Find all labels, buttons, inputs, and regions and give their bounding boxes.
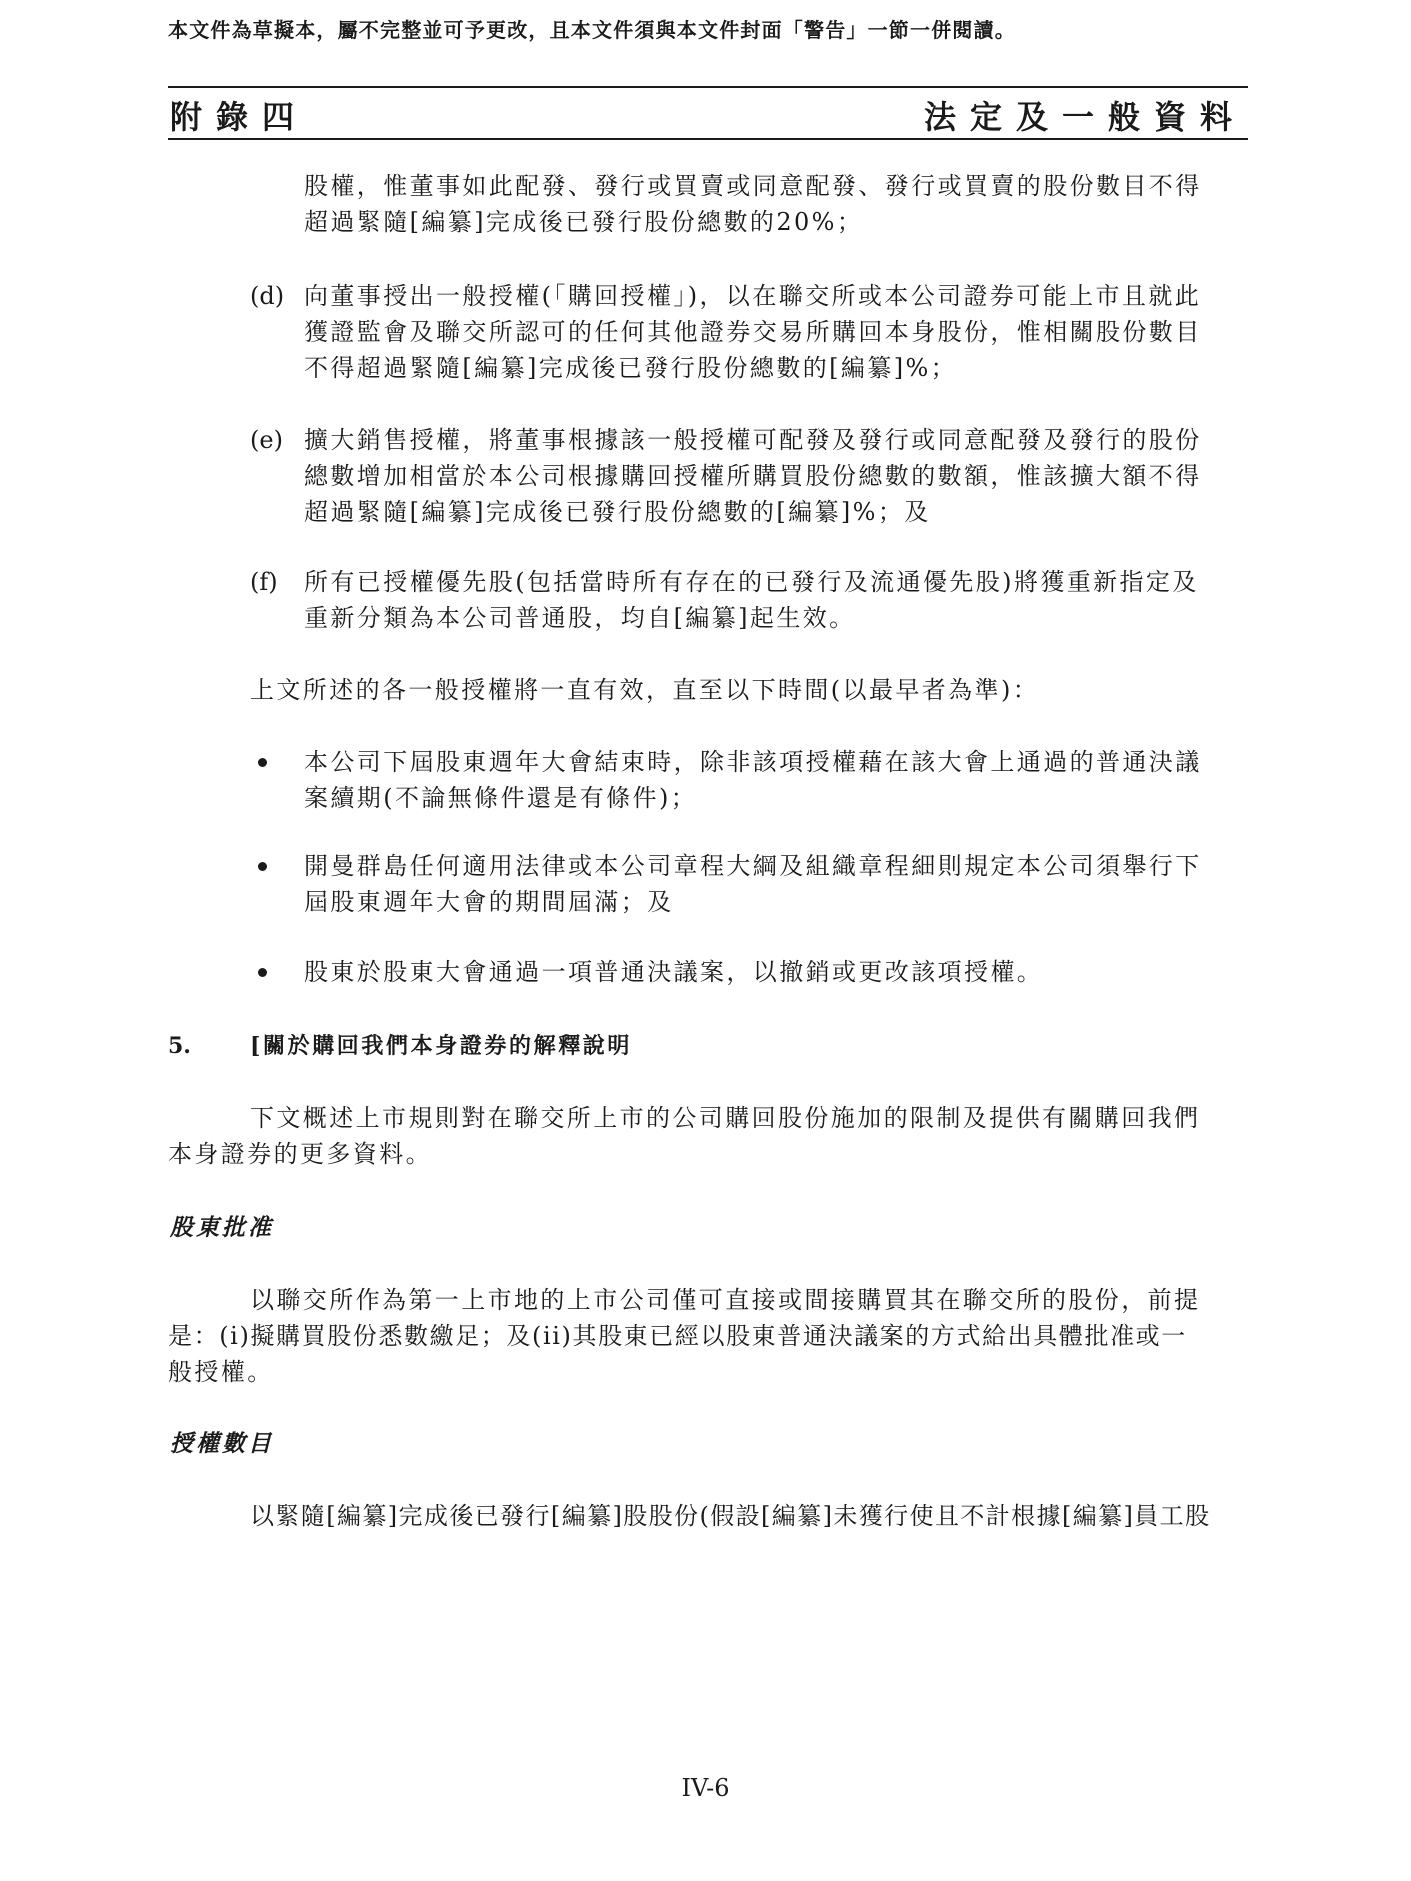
validity-intro: 上文所述的各一般授權將一直有效，直至以下時間(以最早者為準)：: [250, 676, 1040, 704]
item-marker-f: (f): [250, 568, 278, 596]
header-appendix-label: 附錄四: [170, 98, 309, 136]
bullet-1-line: 本公司下屆股東週年大會結束時，除非該項授權藉在該大會上通過的普通決議: [304, 748, 1202, 776]
bullet-dot: [258, 758, 267, 767]
item-marker-d: (d): [250, 282, 285, 310]
subheading-mandate-size: 授權數目: [170, 1430, 274, 1457]
item-e-line: 總數增加相當於本公司根據購回授權所購買股份總數的數額，惟該擴大額不得: [304, 462, 1202, 490]
bullet-1-line: 案續期(不論無條件還是有條件)；: [304, 784, 698, 812]
header-section-title: 法定及一般資料: [923, 98, 1246, 136]
item-e-line: 擴大銷售授權，將董事根據該一般授權可配發及發行或同意配發及發行的股份: [304, 426, 1202, 454]
section-paragraph-line: 本身證券的更多資料。: [168, 1140, 432, 1168]
bullet-dot: [258, 862, 267, 871]
section-title: [關於購回我們本身證券的解釋說明: [250, 1033, 633, 1059]
item-d-line: 不得超過緊隨[編纂]完成後已發行股份總數的[編纂]%；: [304, 354, 958, 382]
approval-paragraph-line: 是：(i)擬購買股份悉數繳足；及(ii)其股東已經以股東普通決議案的方式給出具體批准或一: [168, 1322, 1187, 1350]
page-number: IV-6: [681, 1774, 730, 1802]
item-e-line: 超過緊隨[編纂]完成後已發行股份總數的[編纂]%；及: [304, 498, 931, 526]
draft-disclaimer: 本文件為草擬本，屬不完整並可予更改，且本文件須與本文件封面「警告」一節一併閱讀。: [168, 18, 1016, 42]
header-rule-bottom: [168, 138, 1248, 140]
item-f-line: 重新分類為本公司普通股，均自[編纂]起生效。: [304, 604, 856, 632]
header-rule-top: [168, 86, 1248, 88]
bullet-dot: [258, 968, 267, 977]
bullet-2-line: 屆股東週年大會的期間屆滿；及: [304, 888, 674, 916]
item-marker-e: (e): [250, 426, 283, 454]
section-paragraph-line: 下文概述上市規則對在聯交所上市的公司購回股份施加的限制及提供有關購回我們: [250, 1104, 1201, 1132]
subheading-shareholder-approval: 股東批准: [170, 1214, 274, 1241]
approval-paragraph-line: 以聯交所作為第一上市地的上市公司僅可直接或間接購買其在聯交所的股份，前提: [250, 1286, 1201, 1314]
mandate-paragraph-line: 以緊隨[編纂]完成後已發行[編纂]股股份(假設[編纂]未獲行使且不計根據[編纂]員工股: [250, 1502, 1211, 1530]
continuation-line: 超過緊隨[編纂]完成後已發行股份總數的20%；: [304, 208, 864, 236]
continuation-line: 股權，惟董事如此配發、發行或買賣或同意配發、發行或買賣的股份數目不得: [304, 172, 1202, 200]
item-f-line: 所有已授權優先股(包括當時所有存在的已發行及流通優先股)將獲重新指定及: [304, 568, 1199, 596]
bullet-3-line: 股東於股東大會通過一項普通決議案，以撤銷或更改該項授權。: [304, 958, 1044, 986]
item-d-line: 向董事授出一般授權(「購回授權」)，以在聯交所或本公司證券可能上市且就此: [304, 282, 1202, 310]
bullet-2-line: 開曼群島任何適用法律或本公司章程大綱及組織章程細則規定本公司須舉行下: [304, 852, 1202, 880]
section-number: 5.: [168, 1033, 191, 1059]
item-d-line: 獲證監會及聯交所認可的任何其他證券交易所購回本身股份，惟相關股份數目: [304, 318, 1202, 346]
approval-paragraph-line: 般授權。: [168, 1358, 274, 1386]
